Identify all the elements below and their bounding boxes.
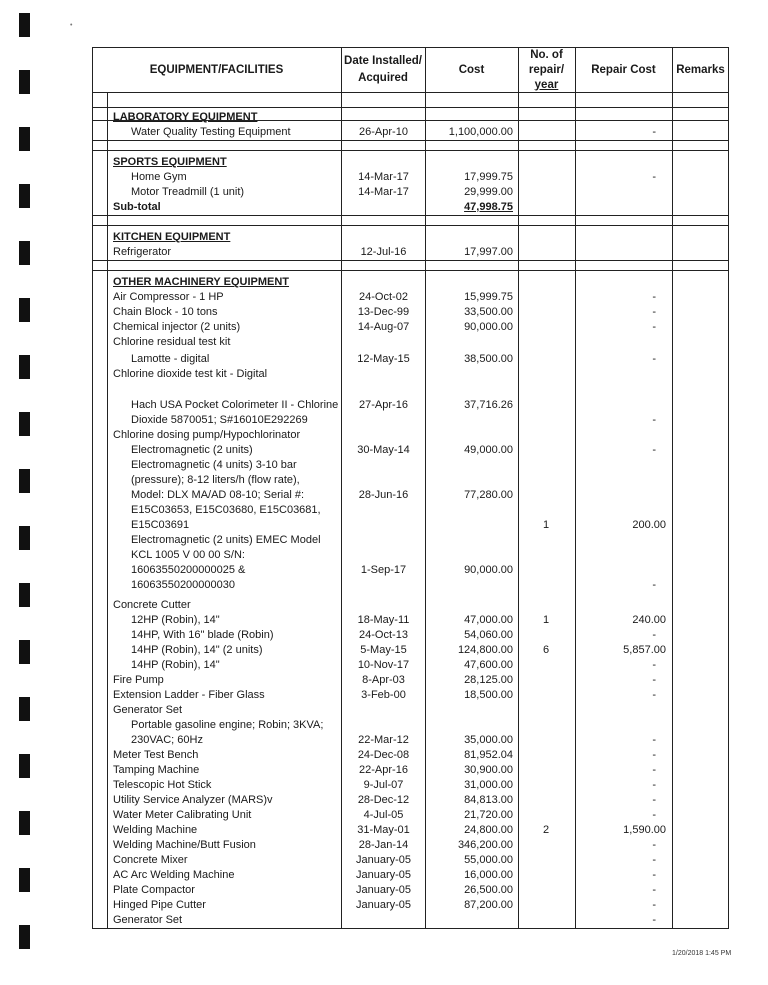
date-acquired: January-05: [355, 854, 412, 866]
repair-cost: -: [652, 779, 656, 791]
equipment-name: 230VAC; 60Hz: [131, 734, 203, 746]
date-acquired: 14-Mar-17: [358, 171, 409, 183]
table-row: [0, 718, 768, 733]
cost-value: 47,000.00: [464, 614, 513, 626]
repair-cost: -: [652, 579, 656, 591]
repair-cost: -: [652, 306, 656, 318]
equipment-name: 16063550200000030: [131, 579, 236, 591]
table-row: [0, 733, 768, 748]
table-row: [0, 125, 768, 140]
repair-cost: 5,857.00: [623, 644, 666, 656]
header-equipment: [92, 48, 341, 92]
cost-value: 38,500.00: [464, 353, 513, 365]
header-repair-cost-label: Repair Cost: [591, 63, 656, 76]
equipment-name: KITCHEN EQUIPMENT: [113, 231, 231, 243]
date-acquired: January-05: [355, 869, 412, 881]
equipment-name: Electromagnetic (2 units) EMEC Model: [131, 534, 321, 546]
table-row: [0, 823, 768, 838]
cost-value: 30,900.00: [464, 764, 513, 776]
date-acquired: January-05: [355, 884, 412, 896]
date-acquired: 22-Mar-12: [358, 734, 409, 746]
header-repairs-line-1: No. of: [530, 48, 563, 61]
date-acquired: 24-Oct-02: [359, 291, 408, 303]
cost-value: 49,000.00: [464, 444, 513, 456]
table-row: [0, 398, 768, 413]
table-row: [0, 245, 768, 260]
equipment-name: Water Quality Testing Equipment: [131, 126, 291, 138]
repair-cost: -: [652, 629, 656, 641]
date-acquired: 14-Aug-07: [357, 321, 410, 333]
cost-value: 24,800.00: [464, 824, 513, 836]
equipment-name: 16063550200000025 &: [131, 564, 246, 576]
equipment-name: Chlorine dioxide test kit - Digital: [113, 368, 268, 380]
equipment-name: OTHER MACHINERY EQUIPMENT: [113, 276, 290, 288]
date-acquired: 28-Jun-16: [358, 489, 409, 501]
date-acquired: 24-Oct-13: [359, 629, 408, 641]
repair-cost: -: [652, 291, 656, 303]
repair-cost: -: [652, 171, 656, 183]
row-divider: [92, 260, 729, 261]
date-acquired: 8-Apr-03: [362, 674, 405, 686]
equipment-name: LABORATORY EQUIPMENT: [113, 111, 258, 123]
repair-cost: -: [652, 899, 656, 911]
table-row: [0, 352, 768, 367]
header-cost-label: Cost: [458, 63, 485, 76]
cost-value: 346,200.00: [457, 839, 513, 851]
cost-value: 77,280.00: [464, 489, 513, 501]
repair-cost: -: [652, 809, 656, 821]
table-row: [0, 275, 768, 290]
table-row: [0, 578, 768, 593]
date-acquired: 28-Dec-12: [357, 794, 410, 806]
equipment-name: Sub-total: [113, 201, 161, 213]
equipment-name: Electromagnetic (2 units): [131, 444, 253, 456]
equipment-name: E15C03691: [131, 519, 190, 531]
equipment-name: Chlorine dosing pump/Hypochlorinator: [113, 429, 301, 441]
cost-value: 21,720.00: [464, 809, 513, 821]
table-row: [0, 443, 768, 458]
equipment-name: Welding Machine: [113, 824, 198, 836]
equipment-name: Tamping Machine: [113, 764, 200, 776]
header-cost: [425, 48, 518, 92]
cost-value: 33,500.00: [464, 306, 513, 318]
header-repairs-line-3: year: [534, 78, 559, 91]
table-row: [0, 563, 768, 578]
header-equipment-label: EQUIPMENT/FACILITIES: [149, 63, 284, 76]
header-date: [341, 48, 425, 92]
equipment-name: Model: DLX MA/AD 08-10; Serial #:: [131, 489, 305, 501]
table-row: [0, 658, 768, 673]
cost-value: 37,716.26: [464, 399, 513, 411]
table-row: [0, 628, 768, 643]
repair-cost: -: [652, 353, 656, 365]
repair-cost: -: [652, 884, 656, 896]
table-row: [0, 335, 768, 350]
table-row: [0, 155, 768, 170]
repair-cost: -: [652, 854, 656, 866]
date-acquired: 4-Jul-05: [363, 809, 404, 821]
table-row: [0, 853, 768, 868]
table-row: [0, 320, 768, 335]
cost-value: 47,998.75: [464, 201, 513, 213]
table-row: [0, 883, 768, 898]
cost-value: 17,997.00: [464, 246, 513, 258]
table-row: [0, 230, 768, 245]
equipment-name: Hach USA Pocket Colorimeter II - Chlorine: [131, 399, 339, 411]
header-remarks: [672, 48, 729, 92]
table-row: [0, 488, 768, 503]
table-row: [0, 763, 768, 778]
binder-mark: [19, 13, 30, 37]
date-acquired: 28-Jan-14: [358, 839, 409, 851]
equipment-name: Home Gym: [131, 171, 187, 183]
repair-cost: -: [652, 749, 656, 761]
repair-cost: -: [652, 659, 656, 671]
repair-cost: -: [652, 869, 656, 881]
repair-cost: -: [652, 794, 656, 806]
equipment-name: Refrigerator: [113, 246, 172, 258]
equipment-name: Hinged Pipe Cutter: [113, 899, 206, 911]
cost-value: 29,999.00: [464, 186, 513, 198]
cost-value: 87,200.00: [464, 899, 513, 911]
repair-cost: -: [652, 914, 656, 926]
cost-value: 55,000.00: [464, 854, 513, 866]
header-repairs-line-2: repair/: [528, 63, 565, 76]
equipment-name: AC Arc Welding Machine: [113, 869, 235, 881]
table-row: [0, 518, 768, 533]
cost-value: 35,000.00: [464, 734, 513, 746]
repair-count: 6: [542, 644, 550, 656]
repair-cost: -: [652, 839, 656, 851]
repair-cost: 1,590.00: [623, 824, 666, 836]
repair-cost: -: [652, 674, 656, 686]
equipment-name: KCL 1005 V 00 00 S/N:: [131, 549, 245, 561]
table-row: [0, 200, 768, 215]
equipment-name: Electromagnetic (4 units) 3-10 bar: [131, 459, 297, 471]
repair-cost: 240.00: [632, 614, 666, 626]
table-row: [0, 170, 768, 185]
equipment-name: Generator Set: [113, 704, 183, 716]
cost-value: 18,500.00: [464, 689, 513, 701]
table-row: [0, 673, 768, 688]
repair-cost: -: [652, 444, 656, 456]
row-divider: [92, 140, 729, 141]
scan-speck: •: [70, 22, 73, 29]
table-row: [0, 838, 768, 853]
table-row: [0, 598, 768, 613]
row-divider: [92, 215, 729, 216]
cost-value: 16,000.00: [464, 869, 513, 881]
header-date-line-1: Date Installed/: [344, 55, 422, 67]
equipment-name: Motor Treadmill (1 unit): [131, 186, 245, 198]
repair-count: 2: [542, 824, 550, 836]
table-row: [0, 428, 768, 443]
equipment-name: Concrete Mixer: [113, 854, 188, 866]
cost-value: 17,999.75: [464, 171, 513, 183]
table-row: [0, 868, 768, 883]
equipment-name: Chemical injector (2 units): [113, 321, 241, 333]
cost-value: 84,813.00: [464, 794, 513, 806]
table-row: [0, 898, 768, 913]
equipment-name: 14HP, With 16" blade (Robin): [131, 629, 274, 641]
date-acquired: 9-Jul-07: [363, 779, 404, 791]
table-row: [0, 503, 768, 518]
header-date-line-2: Acquired: [358, 72, 408, 84]
cost-value: 90,000.00: [464, 321, 513, 333]
date-acquired: 12-May-15: [357, 353, 410, 365]
equipment-name: 14HP (Robin), 14": [131, 659, 220, 671]
cost-value: 54,060.00: [464, 629, 513, 641]
equipment-name: Generator Set: [113, 914, 183, 926]
table-row: [0, 643, 768, 658]
equipment-name: Welding Machine/Butt Fusion: [113, 839, 256, 851]
date-acquired: 18-May-11: [357, 614, 410, 626]
equipment-name: Concrete Cutter: [113, 599, 191, 611]
table-row: [0, 793, 768, 808]
cost-value: 47,600.00: [464, 659, 513, 671]
date-acquired: 22-Apr-16: [359, 764, 408, 776]
equipment-name: Portable gasoline engine; Robin; 3KVA;: [131, 719, 324, 731]
cost-value: 26,500.00: [464, 884, 513, 896]
date-acquired: 31-May-01: [357, 824, 410, 836]
header-repair-cost: [575, 48, 672, 92]
row-divider: [92, 225, 729, 226]
table-row: [0, 367, 768, 382]
table-row: [0, 688, 768, 703]
equipment-name: Water Meter Calibrating Unit: [113, 809, 252, 821]
equipment-name: SPORTS EQUIPMENT: [113, 156, 227, 168]
date-acquired: 5-May-15: [360, 644, 407, 656]
print-timestamp: 1/20/2018 1:45 PM: [672, 950, 732, 957]
equipment-name: Meter Test Bench: [113, 749, 199, 761]
date-acquired: 1-Sep-17: [360, 564, 407, 576]
date-acquired: January-05: [355, 899, 412, 911]
repair-cost: -: [652, 734, 656, 746]
equipment-name: Chlorine residual test kit: [113, 336, 231, 348]
equipment-name: Lamotte - digital: [131, 353, 210, 365]
table-row: [0, 305, 768, 320]
repair-cost: -: [652, 764, 656, 776]
binder-mark: [19, 70, 30, 94]
header-repairs: [518, 48, 575, 92]
date-acquired: 10-Nov-17: [357, 659, 410, 671]
equipment-name: Plate Compactor: [113, 884, 195, 896]
cost-value: 15,999.75: [464, 291, 513, 303]
table-row: [0, 110, 768, 125]
equipment-name: Chain Block - 10 tons: [113, 306, 218, 318]
equipment-name: E15C03653, E15C03680, E15C03681,: [131, 504, 321, 516]
table-row: [0, 613, 768, 628]
cost-value: 31,000.00: [464, 779, 513, 791]
row-divider: [92, 150, 729, 151]
header-remarks-label: Remarks: [676, 63, 725, 76]
date-acquired: 12-Jul-16: [360, 246, 407, 258]
repair-cost: -: [652, 414, 656, 426]
equipment-name: Dioxide 5870051; S#16010E292269: [131, 414, 308, 426]
binder-mark: [19, 925, 30, 949]
date-acquired: 27-Apr-16: [359, 399, 408, 411]
table-row: [0, 533, 768, 548]
repair-cost: -: [652, 321, 656, 333]
table-row: [0, 548, 768, 563]
cost-value: 1,100,000.00: [448, 126, 513, 138]
table-row: [0, 473, 768, 488]
table-row: [0, 458, 768, 473]
repair-cost: 200.00: [632, 519, 666, 531]
equipment-name: Utility Service Analyzer (MARS)v: [113, 794, 273, 806]
row-divider: [92, 107, 729, 108]
table-row: [0, 185, 768, 200]
date-acquired: 14-Mar-17: [358, 186, 409, 198]
date-acquired: 13-Dec-99: [357, 306, 410, 318]
date-acquired: 26-Apr-10: [359, 126, 408, 138]
row-divider: [92, 270, 729, 271]
table-row: [0, 913, 768, 928]
date-acquired: 30-May-14: [357, 444, 410, 456]
header-divider: [92, 92, 729, 93]
table-row: [0, 808, 768, 823]
date-acquired: 3-Feb-00: [361, 689, 406, 701]
equipment-name: Extension Ladder - Fiber Glass: [113, 689, 265, 701]
equipment-name: Telescopic Hot Stick: [113, 779, 212, 791]
cost-value: 81,952.04: [464, 749, 513, 761]
repair-count: 1: [542, 519, 550, 531]
repair-cost: -: [652, 126, 656, 138]
equipment-name: Fire Pump: [113, 674, 164, 686]
equipment-name: 12HP (Robin), 14": [131, 614, 220, 626]
table-row: [0, 413, 768, 428]
equipment-name: 14HP (Robin), 14" (2 units): [131, 644, 263, 656]
table-row: [0, 290, 768, 305]
equipment-name: Air Compressor - 1 HP: [113, 291, 224, 303]
repair-count: 1: [542, 614, 550, 626]
repair-cost: -: [652, 689, 656, 701]
equipment-name: (pressure); 8-12 liters/h (flow rate),: [131, 474, 300, 486]
date-acquired: 24-Dec-08: [357, 749, 410, 761]
cost-value: 28,125.00: [464, 674, 513, 686]
table-row: [0, 778, 768, 793]
table-row: [0, 703, 768, 718]
cost-value: 124,800.00: [457, 644, 513, 656]
table-row: [0, 748, 768, 763]
cost-value: 90,000.00: [464, 564, 513, 576]
